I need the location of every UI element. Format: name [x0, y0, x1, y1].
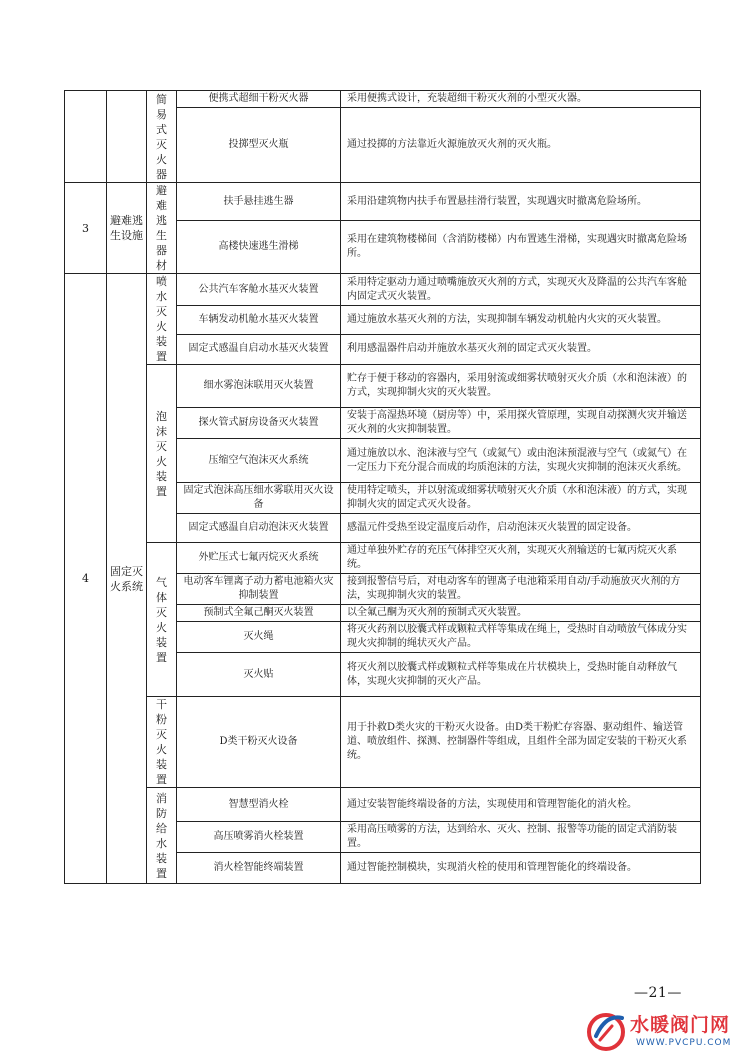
product-description: 采用特定驱动力通过喷嘴施放灭火剂的方式，实现灭火及降温的公共汽车客舱内固定式灭火装置。 [341, 274, 701, 306]
product-name: 智慧型消火栓 [177, 788, 341, 822]
product-description: 以全氟己酮为灭火剂的预制式灭火装置。 [341, 605, 701, 622]
product-description: 采用便携式设计，充装超细干粉灭火剂的小型灭火器。 [341, 91, 701, 108]
subgroup-label: 避难逃生器材 [156, 184, 167, 272]
product-description: 贮存于便于移动的容器内，采用射流或细雾状喷射灭火介质（水和泡沫液）的方式，实现抑制火灾的灭火装置。 [341, 365, 701, 408]
watermark-title: 水暖阀门网 [630, 1014, 731, 1036]
watermark-url: WWW.PVCPU.COM [636, 1038, 732, 1048]
group-number [65, 91, 107, 183]
product-name: 细水雾泡沫联用灭火装置 [177, 365, 341, 408]
product-name: D类干粉灭火设备 [177, 697, 341, 788]
product-name: 电动客车锂离子动力蓄电池箱火灾抑制装置 [177, 574, 341, 605]
product-description: 采用沿建筑物内扶手布置悬挂滑行装置，实现遇灾时撤离危险场所。 [341, 183, 701, 221]
subgroup-label: 喷水灭火装置 [156, 275, 167, 363]
table-row [65, 91, 701, 108]
product-description: 将灭火药剂以胶囊式样或颗粒式样等集成在绳上，受热时自动喷放气体成分实现火灾抑制的绳状灭火产品。 [341, 622, 701, 653]
product-description: 通过单独外贮存的充压气体排空灭火剂，实现灭火剂输送的七氟丙烷灭火系统。 [341, 543, 701, 574]
product-description: 采用在建筑物楼梯间（含消防楼梯）内布置逃生滑梯，实现遇灾时撤离危险场所。 [341, 221, 701, 274]
subgroup-label-cell [147, 543, 177, 697]
subgroup-label: 简易式灭火器 [156, 92, 167, 181]
table-row [65, 365, 701, 408]
product-name: 扶手悬挂逃生器 [177, 183, 341, 221]
table-row [65, 788, 701, 822]
product-name: 固定式感温自启动泡沫灭火装置 [177, 514, 341, 543]
product-description: 通过安装智能终端设备的方法，实现使用和管理智能化的消火栓。 [341, 788, 701, 822]
table-row [65, 183, 701, 221]
product-description: 用于扑救D类火灾的干粉灭火设备。由D类干粉贮存容器、驱动组件、输送管道、喷放组件、探测、控制器件等组成，且组件全部为固定安装的干粉灭火系统。 [341, 697, 701, 788]
subgroup-label-cell [147, 788, 177, 884]
subgroup-label-cell [147, 274, 177, 365]
product-name: 高楼快速逃生滑梯 [177, 221, 341, 274]
group-number: 4 [65, 274, 107, 884]
product-description: 利用感温器件启动并施放水基灭火剂的固定式灭火装置。 [341, 334, 701, 364]
subgroup-label-cell [147, 91, 177, 183]
product-description: 安装于高湿热环境（厨房等）中，采用探火管原理，实现自动探测火灾并输送灭火剂的火灾抑制装置。 [341, 408, 701, 439]
product-name: 固定式感温自启动水基灭火装置 [177, 334, 341, 364]
product-name: 探火管式厨房设备灭火装置 [177, 408, 341, 439]
product-name: 公共汽车客舱水基灭火装置 [177, 274, 341, 306]
subgroup-label: 干粉灭火装置 [156, 698, 167, 786]
subgroup-label: 消防给水装置 [156, 791, 167, 880]
product-name: 压缩空气泡沫灭火系统 [177, 439, 341, 483]
subgroup-label-cell [147, 183, 177, 274]
product-name: 消火栓智能终端装置 [177, 853, 341, 884]
table-row [65, 697, 701, 788]
product-table [64, 90, 701, 884]
product-description: 使用特定喷头，并以射流或细雾状喷射灭火介质（水和泡沫液）的方式，实现抑制火灾的固定式灭火设备。 [341, 483, 701, 514]
product-description: 通过施放水基灭火剂的方法，实现抑制车辆发动机舱内火灾的灭火装置。 [341, 306, 701, 334]
product-description: 将灭火剂以胶囊式样或颗粒式样等集成在片状模块上，受热时能自动释放气体，实现火灾抑制的灭火产品。 [341, 653, 701, 697]
product-name: 固定式泡沫高压细水雾联用灭火设备 [177, 483, 341, 514]
product-description: 感温元件受热至设定温度后动作，启动泡沫灭火装置的固定设备。 [341, 514, 701, 543]
product-name: 便携式超细干粉灭火器 [177, 91, 341, 108]
product-description: 通过施放以水、泡沫液与空气（或氮气）或由泡沫预混液与空气（或氮气）在一定压力下充分混合而成的均质泡沫的方法，实现火灾抑制的泡沫灭火系统。 [341, 439, 701, 483]
group-category: 避难逃生设施 [107, 183, 147, 274]
table-row [65, 274, 701, 306]
watermark-logo [584, 1008, 744, 1058]
product-name: 车辆发动机舱水基灭火装置 [177, 306, 341, 334]
product-description: 接到报警信号后，对电动客车的锂离子电池箱采用自动/手动施放灭火剂的方法，实现抑制火灾的装置。 [341, 574, 701, 605]
subgroup-label: 气体灭火装置 [156, 575, 167, 664]
product-name: 高压喷雾消火栓装置 [177, 822, 341, 853]
product-name: 灭火绳 [177, 622, 341, 653]
subgroup-label: 泡沫灭火装置 [156, 409, 167, 498]
group-number: 3 [65, 183, 107, 274]
product-description: 采用高压喷雾的方法，达到给水、灭火、控制、报警等功能的固定式消防装置。 [341, 822, 701, 853]
group-category [107, 91, 147, 183]
product-description: 通过智能控制模块，实现消火栓的使用和管理智能化的终端设备。 [341, 853, 701, 884]
product-name: 预制式全氟己酮灭火装置 [177, 605, 341, 622]
product-description: 通过投掷的方法靠近火源施放灭火剂的灭火瓶。 [341, 108, 701, 183]
subgroup-label-cell [147, 697, 177, 788]
pipe-logo-icon [586, 1008, 630, 1052]
product-name: 投掷型灭火瓶 [177, 108, 341, 183]
group-category: 固定灭火系统 [107, 274, 147, 884]
page-number: —21— [634, 985, 682, 1001]
product-name: 外贮压式七氟丙烷灭火系统 [177, 543, 341, 574]
product-name: 灭火贴 [177, 653, 341, 697]
subgroup-label-cell [147, 365, 177, 543]
table-row [65, 543, 701, 574]
